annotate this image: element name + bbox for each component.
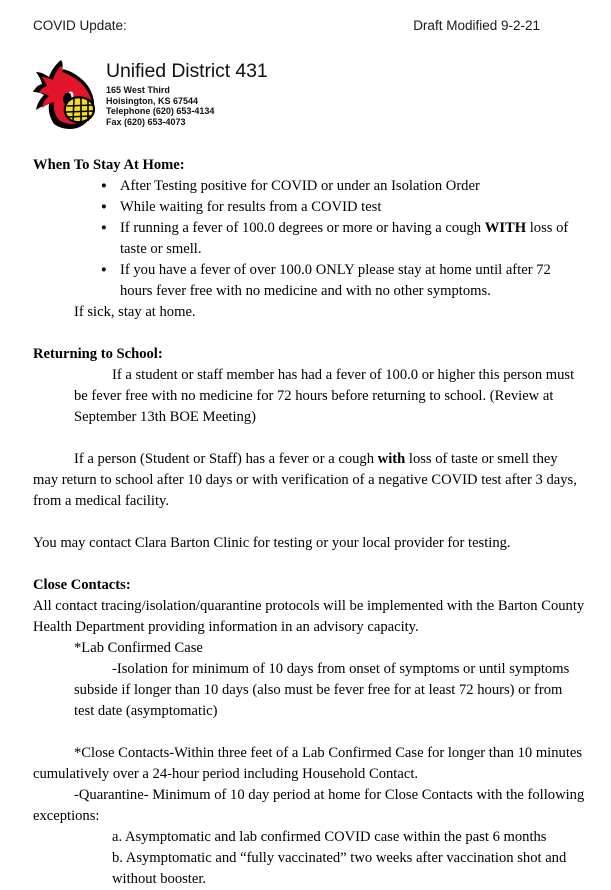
letterhead-text <box>106 56 268 127</box>
returning-p2-text: If a person (Student or Staff) has a fever or a cough <box>74 451 378 467</box>
isolation-detail: -Isolation for minimum of 10 days from onset of symptoms or until symptoms subside if longer than 10 days (also must be fever free for at least 72 hours) or from test date (asymptomatic) <box>74 661 570 719</box>
heading-returning-to-school: Returning to School: <box>33 346 163 362</box>
bullet-emphasis: WITH <box>484 220 527 236</box>
heading-close-contacts: Close Contacts: <box>33 577 131 593</box>
close-contacts-intro: All contact tracing/isolation/quarantine protocols will be implemented with the Barton County Health Department providing information in an advisory capacity. <box>33 598 585 635</box>
clinic-contact-note: You may contact Clara Barton Clinic for testing or your local provider for testing. <box>33 535 511 551</box>
spacer <box>33 512 585 533</box>
quarantine-detail: -Quarantine- Minimum of 10 day period at home for Close Contacts with the following exceptions: <box>33 787 585 824</box>
district-name: Unified District 431 <box>106 60 268 82</box>
list-item <box>33 260 585 302</box>
spacer <box>33 722 585 743</box>
returning-paragraph-1: If a student or staff member has had a fever of 100.0 or higher this person must be fever free with no medicine for 72 hours before returning to school. (Review at September 13th BOE Meeting) <box>74 367 575 425</box>
close-contacts-definition: *Close Contacts-Within three feet of a Lab Confirmed Case for longer than 10 minutes cumulatively over a 24-hour period including Household Contact. <box>33 745 583 782</box>
returning-p2-emphasis: with <box>377 451 406 467</box>
list-item <box>33 218 585 260</box>
letterhead <box>31 56 268 130</box>
list-item <box>33 176 585 197</box>
returning-paragraph-2 <box>33 449 585 512</box>
bullet-text: If you have a fever of over 100.0 ONLY please stay at home until after 72 hours fever free with no medicine and with no other symptoms. <box>120 262 551 299</box>
document-header-line <box>33 18 585 34</box>
spacer <box>33 428 585 449</box>
cardinal-head-logo-icon <box>31 58 97 130</box>
draft-modified-label: Draft Modified 9-2-21 <box>413 18 540 33</box>
address-street: 165 West Third <box>106 85 170 95</box>
stay-home-closing-line: If sick, stay at home. <box>74 304 196 320</box>
address-fax: Fax (620) 653-4073 <box>106 116 186 127</box>
bullet-text: While waiting for results from a COVID test <box>120 199 382 215</box>
document-body <box>33 155 585 890</box>
stay-home-bullet-list <box>33 176 585 302</box>
spacer <box>33 554 585 575</box>
list-item <box>33 197 585 218</box>
exception-b: b. Asymptomatic and “fully vaccinated” two weeks after vaccination shot and without booster. <box>112 850 567 887</box>
lab-confirmed-case-label: *Lab Confirmed Case <box>74 640 203 656</box>
bullet-text-tail: loss of taste or smell. <box>120 220 569 257</box>
district-address <box>106 85 268 127</box>
address-city-state-zip: Hoisington, KS 67544 <box>106 95 199 106</box>
spacer <box>33 323 585 344</box>
heading-when-to-stay-at-home: When To Stay At Home: <box>33 157 185 173</box>
address-telephone: Telephone (620) 653-4134 <box>106 106 215 117</box>
bullet-text: If running a fever of 100.0 degrees or more or having a cough <box>120 220 485 236</box>
returning-p2-text-tail: loss of taste or smell they may return to school after 10 days or with verification of a negative COVID test after 3 days, from a medical facility. <box>33 451 577 509</box>
covid-update-label: COVID Update: <box>33 18 127 33</box>
exception-a: a. Asymptomatic and lab confirmed COVID case within the past 6 months <box>112 829 547 845</box>
bullet-text: After Testing positive for COVID or under an Isolation Order <box>120 178 480 194</box>
